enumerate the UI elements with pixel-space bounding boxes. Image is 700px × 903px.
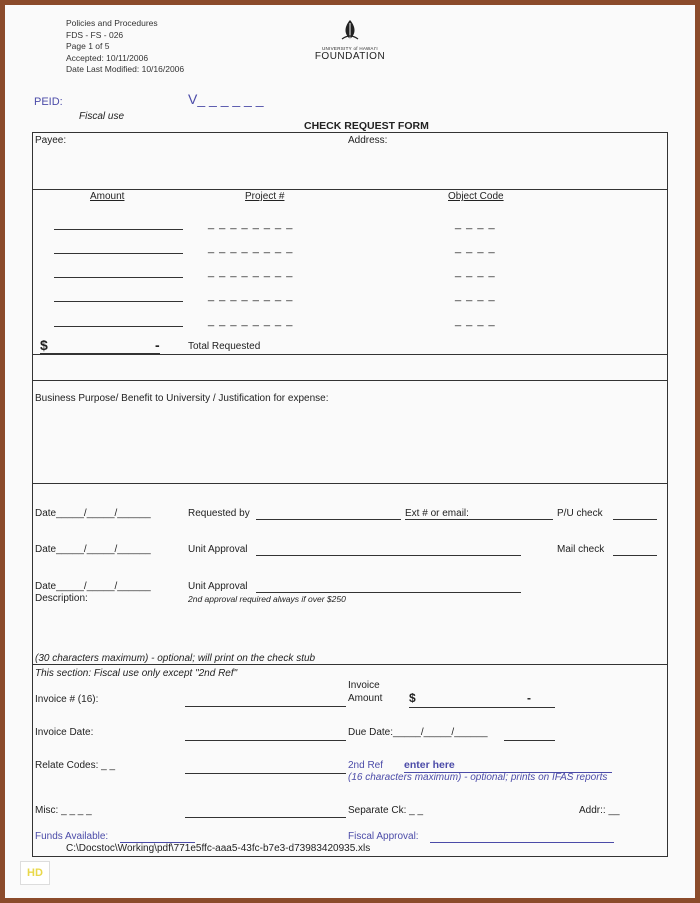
divider	[32, 189, 668, 190]
header-line-1: Policies and Procedures	[66, 18, 158, 28]
invoice-amount-dash: -	[527, 691, 531, 705]
payee-label: Payee:	[35, 135, 67, 146]
object-code-column-header: Object Code	[448, 191, 504, 202]
amount-field[interactable]	[54, 301, 183, 302]
business-purpose-label: Business Purpose/ Benefit to University / Justification for expense:	[35, 393, 329, 404]
header-line-4: Accepted: 10/11/2006	[66, 52, 149, 63]
total-dash: -	[155, 337, 160, 353]
project-field[interactable]: _ _ _ _ _ _ _ _	[208, 315, 294, 327]
amount-field[interactable]	[54, 277, 183, 278]
object-code-field[interactable]: _ _ _ _	[455, 242, 496, 254]
relate-codes-underline	[185, 773, 346, 774]
invoice-number-field[interactable]	[185, 706, 346, 707]
divider	[32, 483, 668, 484]
amount-field[interactable]	[54, 326, 183, 327]
unit-approval-label: Unit Approval	[188, 544, 248, 555]
mail-check-field[interactable]	[613, 555, 657, 556]
ext-email-field[interactable]	[405, 519, 553, 520]
invoice-amount-label-2: Amount	[348, 693, 383, 704]
mail-check-label: Mail check	[557, 544, 605, 555]
project-field[interactable]: _ _ _ _ _ _ _ _	[208, 242, 294, 254]
amount-field[interactable]	[54, 229, 183, 230]
project-field[interactable]: _ _ _ _ _ _ _ _	[208, 266, 294, 278]
addr-field[interactable]: Addr:: __	[579, 805, 620, 816]
divider	[32, 380, 668, 381]
logo-small-text: UNIVERSITY of HAWAI'I	[321, 46, 378, 51]
fiscal-use-note: Fiscal use	[79, 111, 125, 122]
ext-email-label: Ext # or email:	[405, 508, 469, 519]
project-field[interactable]: _ _ _ _ _ _ _ _	[208, 218, 294, 230]
misc-field[interactable]: Misc: _ _ _ _	[35, 805, 92, 816]
amount-field[interactable]	[54, 253, 183, 254]
date-field[interactable]: Date_____/_____/______	[35, 508, 151, 519]
invoice-date-label: Invoice Date:	[35, 727, 94, 738]
object-code-field[interactable]: _ _ _ _	[455, 266, 496, 278]
fiscal-approval-label: Fiscal Approval:	[348, 831, 419, 842]
second-ref-input[interactable]: enter here	[404, 759, 455, 771]
due-date-field[interactable]: Due Date:_____/_____/______	[348, 727, 488, 738]
date-field[interactable]: Date_____/_____/______	[35, 581, 151, 592]
hd-watermark: HD	[20, 861, 50, 885]
leaf-emblem-icon	[339, 19, 361, 41]
second-approval-note: 2nd approval required always if over $250	[188, 594, 346, 604]
pu-check-label: P/U check	[557, 508, 603, 519]
unit-approval-label: Unit Approval	[188, 581, 248, 592]
invoice-dollar-sign: $	[409, 691, 416, 705]
amount-column-header: Amount	[90, 191, 125, 202]
form-page	[5, 5, 695, 898]
fiscal-approval-field[interactable]	[430, 842, 614, 843]
invoice-date-field[interactable]	[185, 740, 346, 741]
logo-big-text: FOUNDATION	[314, 51, 386, 62]
object-code-field[interactable]: _ _ _ _	[455, 315, 496, 327]
peid-value[interactable]: V_ _ _ _ _ _	[188, 91, 264, 107]
foundation-logo	[305, 19, 395, 62]
second-ref-label: 2nd Ref	[348, 760, 384, 771]
requested-by-label: Requested by	[188, 508, 250, 519]
unit-approval-field[interactable]	[256, 592, 521, 593]
divider	[32, 664, 668, 665]
requested-by-field[interactable]	[256, 519, 401, 520]
separate-check-field[interactable]: Separate Ck: _ _	[348, 805, 424, 816]
invoice-number-label: Invoice # (16):	[35, 694, 99, 705]
ifas-note: (16 characters maximum) - optional; prints on IFAS reports	[348, 772, 608, 783]
funds-available-label: Funds Available:	[35, 831, 109, 842]
divider	[32, 354, 668, 355]
project-field[interactable]: _ _ _ _ _ _ _ _	[208, 290, 294, 302]
relate-codes-field[interactable]: Relate Codes: _ _	[35, 760, 116, 771]
form-box	[32, 132, 668, 857]
peid-label: PEID:	[34, 96, 63, 108]
header-line-2: FDS - FS - 026	[66, 29, 124, 40]
fiscal-section-note: This section: Fiscal use only except "2nd Ref"	[35, 668, 238, 679]
address-label: Address:	[348, 135, 388, 146]
misc-underline	[185, 817, 346, 818]
total-requested-label: Total Requested	[188, 341, 261, 352]
header-line-5: Date Last Modified: 10/16/2006	[66, 64, 185, 74]
character-limit-note: (30 characters maximum) - optional; will print on the check stub	[35, 653, 316, 664]
project-column-header: Project #	[245, 191, 285, 202]
object-code-field[interactable]: _ _ _ _	[455, 218, 496, 230]
pu-check-field[interactable]	[613, 519, 657, 520]
invoice-amount-label-1: Invoice	[348, 680, 380, 691]
due-date-underline	[504, 740, 555, 741]
description-label: Description:	[35, 593, 88, 604]
date-field[interactable]: Date_____/_____/______	[35, 544, 151, 555]
unit-approval-field[interactable]	[256, 555, 521, 556]
invoice-amount-field[interactable]	[409, 707, 555, 708]
header-line-3: Page 1 of 5	[66, 41, 110, 51]
file-path: C:\Docstoc\Working\pdf\771e5ffc-aaa5-43fc-b7e3-d73983420935.xls	[66, 843, 371, 854]
form-title: CHECK REQUEST FORM	[304, 120, 429, 132]
total-dollar-sign: $	[40, 337, 48, 353]
policy-header	[66, 18, 184, 76]
object-code-field[interactable]: _ _ _ _	[455, 290, 496, 302]
